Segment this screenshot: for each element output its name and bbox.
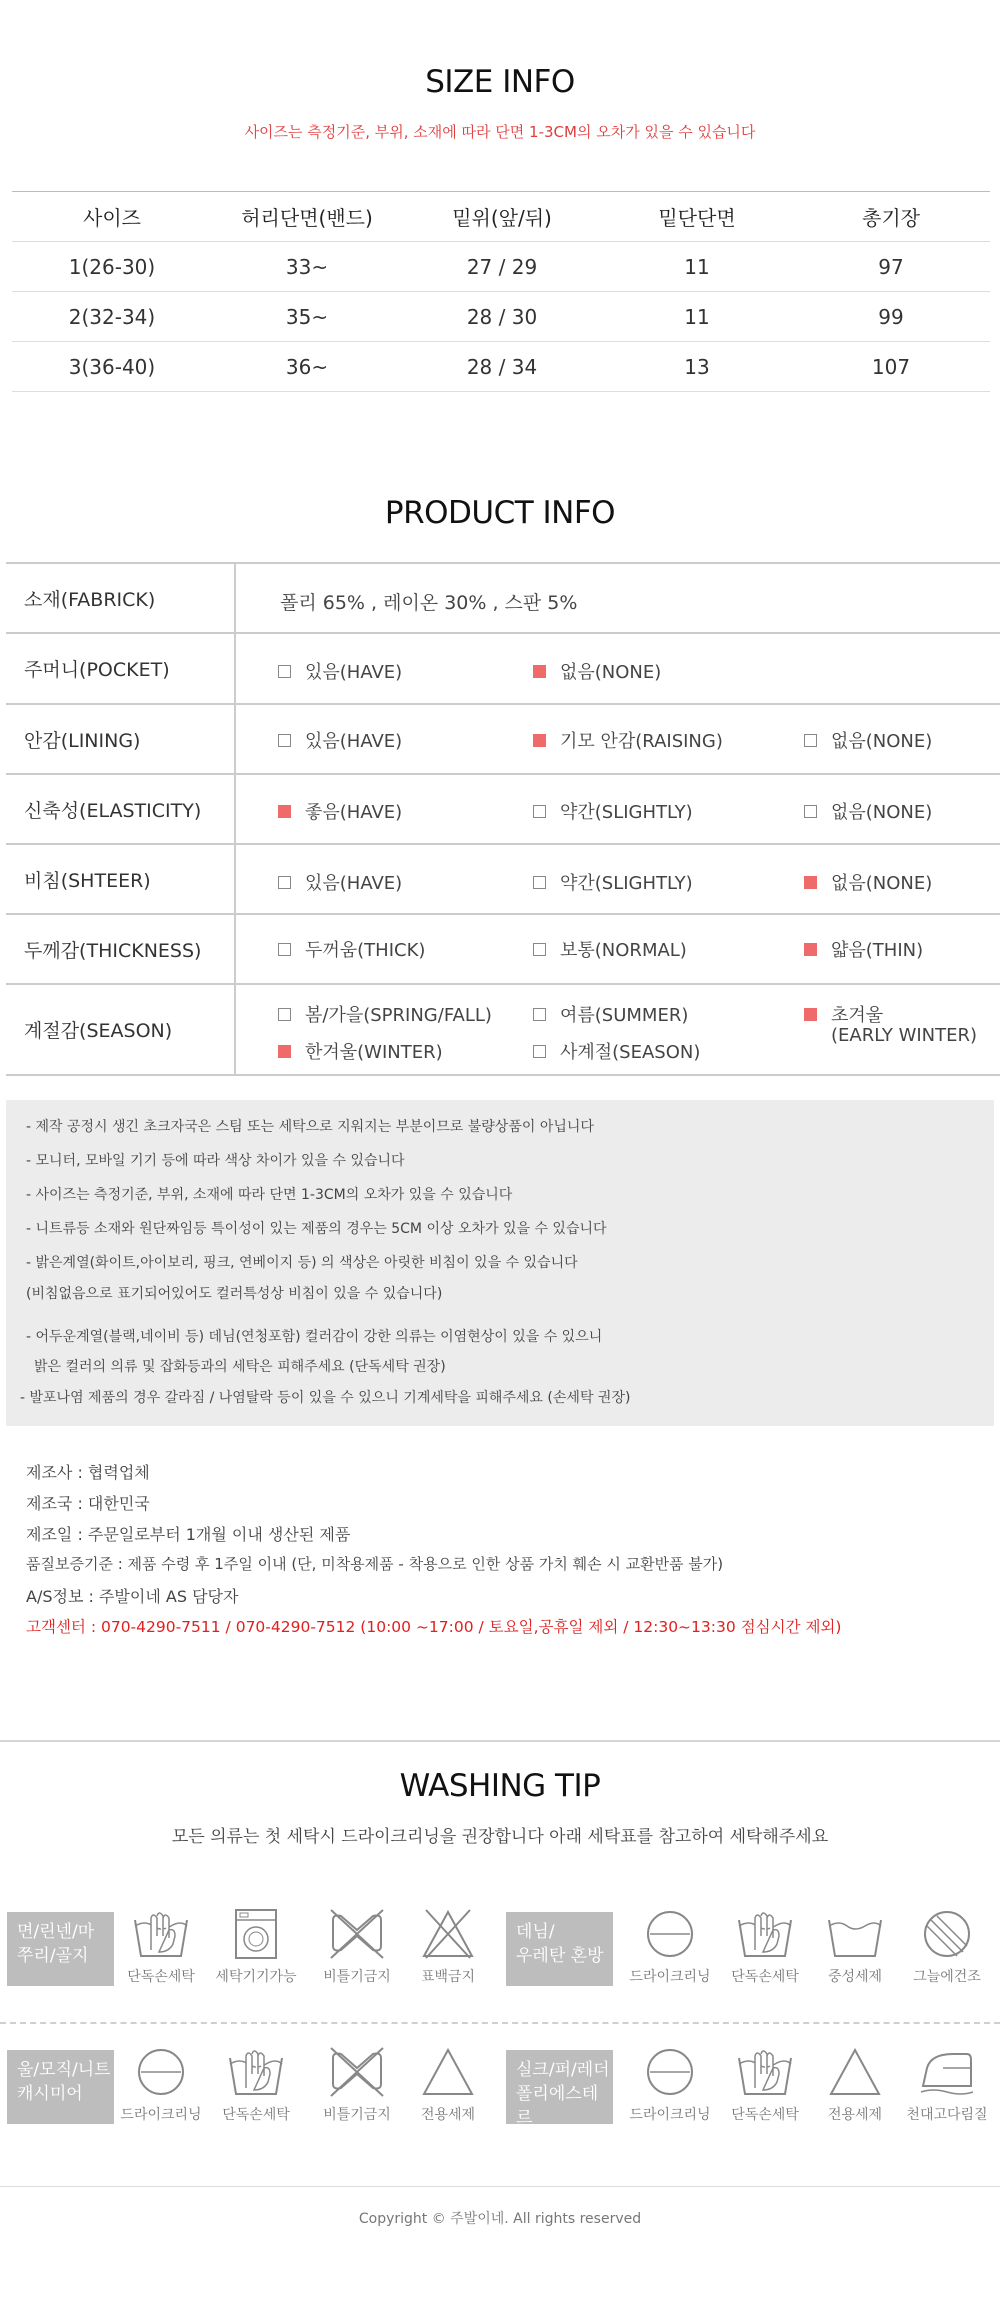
table-row <box>12 342 990 392</box>
copyright-text: Copyright © 주발이네. All rights reserved <box>358 2211 642 2227</box>
wash-label: 단독손세탁 <box>731 2107 799 2123</box>
category-line: 면/린넨/마 <box>17 1922 95 1942</box>
product-info-title: PRODUCT INFO <box>384 495 616 531</box>
notice-line: - 니트류등 소재와 원단짜임등 특이성이 있는 제품의 경우는 5CM 이상 오차가 있을 수 있습니다 <box>26 1221 607 1237</box>
wash-label: 드라이크리닝 <box>629 2107 711 2123</box>
wash-category-silk <box>506 2050 613 2128</box>
wash-category-denim <box>506 1912 613 1986</box>
checkbox-icon <box>533 876 546 889</box>
notice-box <box>6 1100 994 1426</box>
thickness-option-normal <box>533 936 687 962</box>
option-label: 한겨울(WINTER) <box>305 1042 443 1063</box>
size-cell: 13 <box>684 354 710 379</box>
customer-center-line: 고객센터 : 070-4290-7511 / 070-4290-7512 (10:00 ~17:00 / 토요일,공휴일 제외 / 12:30~13:30 점심시간 제외) <box>26 1618 842 1636</box>
option-label: 좋음(HAVE) <box>305 802 403 823</box>
wash-label: 그늘에건조 <box>913 1969 981 1985</box>
pocket-option-have <box>278 658 402 684</box>
fabric-row <box>6 564 1000 634</box>
season-option-summer <box>533 1001 688 1027</box>
maker-line: 품질보증기준 : 제품 수령 후 1주일 이내 (단, 미착용제품 - 착용으로 인한 상품 가치 훼손 시 교환반품 불가) <box>26 1555 724 1573</box>
option-label: 사계절(SEASON) <box>560 1042 701 1063</box>
section-divider <box>0 1740 1000 1742</box>
elasticity-option-slightly <box>533 798 693 824</box>
sheer-row <box>6 845 1000 915</box>
checkbox-icon <box>533 943 546 956</box>
option-label: 있음(HAVE) <box>305 731 403 752</box>
sheer-option-none <box>804 869 932 895</box>
sheer-option-have <box>278 869 402 895</box>
size-cell: 11 <box>684 254 710 279</box>
wash-label: 단독손세탁 <box>222 2107 290 2123</box>
option-label: 약간(SLIGHTLY) <box>560 873 693 894</box>
notice-line: - 사이즈는 측정기준, 부위, 소재에 따라 단면 1-3CM의 오차가 있을 수 있습니다 <box>26 1187 513 1203</box>
size-cell: 28 / 30 <box>466 304 538 329</box>
elasticity-label: 신축성(ELASTICITY) <box>6 775 236 843</box>
option-label: 있음(HAVE) <box>305 873 403 894</box>
elasticity-row <box>6 775 1000 845</box>
size-cell: 11 <box>684 304 710 329</box>
wash-label: 비틀기금지 <box>323 1969 391 1985</box>
pocket-row <box>6 634 1000 705</box>
checkbox-checked-icon <box>533 665 546 678</box>
season-option-winter <box>278 1038 443 1064</box>
size-cell: 3(36-40) <box>68 354 156 379</box>
size-cell: 107 <box>871 354 911 379</box>
option-label: 초겨울 <box>831 1005 884 1026</box>
checkbox-icon <box>278 1008 291 1021</box>
wash-label: 드라이크리닝 <box>629 1969 711 1985</box>
checkbox-icon <box>278 876 291 889</box>
maker-line: 제조일 : 주문일로부터 1개월 이내 생산된 제품 <box>26 1525 351 1544</box>
category-line: 캐시미어 <box>17 2084 83 2104</box>
size-cell: 2(32-34) <box>68 304 156 329</box>
size-header-cell: 밑위(앞/뒤) <box>452 206 552 230</box>
wash-label: 비틀기금지 <box>323 2107 391 2123</box>
size-cell: 27 / 29 <box>466 254 538 279</box>
lining-row <box>6 705 1000 775</box>
dry-clean-icon <box>131 2044 191 2100</box>
lining-option-have <box>278 727 402 753</box>
no-wring-icon <box>327 2044 387 2100</box>
checkbox-checked-icon <box>804 876 817 889</box>
table-row <box>12 242 990 292</box>
product-info-table <box>6 562 1000 1076</box>
notice-line: - 밝은계열(화이트,아이보리, 핑크, 연베이지 등) 의 색상은 아릿한 비침이 있을 수 있습니다 <box>26 1255 578 1271</box>
shade-dry-icon <box>917 1906 977 1962</box>
notice-line: - 어두운계열(블랙,네이비 등) 데님(연청포함) 컬러감이 강한 의류는 이염현상이 있을 수 있으니 <box>26 1329 603 1345</box>
notice-line: (비침없음으로 표기되어있어도 컬러특성상 비침이 있을 수 있습니다) <box>26 1286 443 1302</box>
wash-label: 세탁기기가능 <box>215 1969 297 1985</box>
checkbox-checked-icon <box>804 1008 817 1021</box>
hand-wash-icon <box>735 2044 795 2100</box>
notice-line: 밝은 컬러의 의류 및 잡화등과의 세탁은 피해주세요 (단독세탁 권장) <box>34 1359 446 1375</box>
thickness-row <box>6 915 1000 985</box>
elasticity-option-none <box>804 798 932 824</box>
thickness-option-thin <box>804 936 923 962</box>
checkbox-icon <box>533 1045 546 1058</box>
thickness-label: 두께감(THICKNESS) <box>6 915 236 983</box>
category-line: 우레탄 혼방 <box>516 1946 604 1966</box>
checkbox-checked-icon <box>533 734 546 747</box>
washing-tip-subtitle: 모든 의류는 첫 세탁시 드라이크리닝을 권장합니다 아래 세탁표를 참고하여 세탁해주세요 <box>171 1827 829 1847</box>
checkbox-icon <box>804 734 817 747</box>
season-option-early-winter-en: (EARLY WINTER) <box>831 1025 978 1046</box>
size-info-title: SIZE INFO <box>425 64 575 100</box>
iron-cloth-icon <box>917 2044 977 2100</box>
notice-line: - 발포나염 제품의 경우 갈라짐 / 나염탈락 등이 있을 수 있으니 기계세탁을 피해주세요 (손세탁 권장) <box>20 1390 631 1406</box>
fabric-label: 소재(FABRICK) <box>6 564 236 632</box>
hand-wash-icon <box>735 1906 795 1962</box>
mild-detergent-icon <box>418 2044 478 2100</box>
option-label: 여름(SUMMER) <box>560 1005 689 1026</box>
wash-label: 전용세제 <box>827 2107 883 2123</box>
washing-machine-icon <box>226 1906 286 1962</box>
size-header-cell: 총기장 <box>862 206 920 230</box>
table-row <box>12 292 990 342</box>
wash-label: 표백금지 <box>420 1969 476 1985</box>
size-table-header <box>12 192 990 242</box>
mild-detergent-icon <box>825 2044 885 2100</box>
size-cell: 35~ <box>285 304 329 329</box>
footer-divider <box>0 2186 1000 2187</box>
wash-label: 드라이크리닝 <box>120 2107 202 2123</box>
checkbox-icon <box>533 1008 546 1021</box>
wash-category-cotton <box>7 1912 114 1986</box>
season-option-spring-fall <box>278 1001 492 1027</box>
season-label: 계절감(SEASON) <box>6 985 236 1074</box>
option-label: 없음(NONE) <box>831 873 933 894</box>
category-line: 쭈리/골지 <box>17 1946 89 1966</box>
wash-category-wool <box>7 2050 114 2124</box>
size-header-cell: 사이즈 <box>83 206 141 230</box>
category-line: 데님/ <box>516 1922 555 1942</box>
lining-option-none <box>804 727 932 753</box>
sheer-option-slightly <box>533 869 693 895</box>
no-wring-icon <box>327 1906 387 1962</box>
option-label: 없음(NONE) <box>831 731 933 752</box>
option-label: 있음(HAVE) <box>305 662 403 683</box>
size-cell: 28 / 34 <box>466 354 538 379</box>
wash-label: 단독손세탁 <box>127 1969 195 1985</box>
category-line: 폴리에스테르 <box>516 2084 599 2128</box>
notice-line: - 모니터, 모바일 기기 등에 따라 색상 차이가 있을 수 있습니다 <box>26 1153 405 1169</box>
category-line: 울/모직/니트 <box>17 2060 111 2080</box>
size-cell: 36~ <box>285 354 329 379</box>
wash-label: 단독손세탁 <box>731 1969 799 1985</box>
maker-line: 제조사 : 협력업체 <box>26 1463 150 1482</box>
wash-label: 중성세제 <box>827 1969 883 1985</box>
no-bleach-icon <box>418 1906 478 1962</box>
hand-wash-icon <box>131 1906 191 1962</box>
thickness-option-thick <box>278 936 425 962</box>
lining-option-raising <box>533 727 723 753</box>
checkbox-checked-icon <box>804 943 817 956</box>
season-option-early-winter <box>804 1001 883 1027</box>
maker-line: A/S정보 : 주발이네 AS 담당자 <box>26 1587 239 1606</box>
checkbox-icon <box>804 805 817 818</box>
checkbox-icon <box>278 734 291 747</box>
wash-label: 천대고다림질 <box>906 2107 988 2123</box>
size-table <box>12 191 990 392</box>
elasticity-option-have <box>278 798 402 824</box>
option-label: 봄/가을(SPRING/FALL) <box>305 1005 492 1026</box>
wash-label: 전용세제 <box>420 2107 476 2123</box>
checkbox-icon <box>533 805 546 818</box>
size-cell: 99 <box>878 304 904 329</box>
option-label: 보통(NORMAL) <box>560 940 687 961</box>
pocket-option-none <box>533 658 661 684</box>
checkbox-checked-icon <box>278 805 291 818</box>
option-label: 기모 안감(RAISING) <box>560 731 723 752</box>
size-header-cell: 허리단면(밴드) <box>241 206 373 230</box>
fabric-value: 폴리 65% , 레이온 30% , 스판 5% <box>280 592 578 614</box>
checkbox-icon <box>278 665 291 678</box>
size-header-cell: 밑단단면 <box>658 206 736 230</box>
size-info-note: 사이즈는 측정기준, 부위, 소재에 따라 단면 1-3CM의 오차가 있을 수 있습니다 <box>244 123 756 141</box>
sheer-label: 비침(SHTEER) <box>6 845 236 913</box>
dry-clean-icon <box>640 1906 700 1962</box>
size-cell: 33~ <box>285 254 329 279</box>
category-line: 실크/퍼/레더 <box>516 2060 610 2080</box>
size-cell: 97 <box>878 254 904 279</box>
option-label: 없음(NONE) <box>831 802 933 823</box>
notice-line: - 제작 공정시 생긴 초크자국은 스팀 또는 세탁으로 지워지는 부분이므로 불량상품이 아닙니다 <box>26 1119 594 1135</box>
option-label: 두꺼움(THICK) <box>305 940 426 961</box>
checkbox-icon <box>278 943 291 956</box>
lining-label: 안감(LINING) <box>6 705 236 773</box>
maker-line: 제조국 : 대한민국 <box>26 1494 150 1513</box>
option-label: 약간(SLIGHTLY) <box>560 802 693 823</box>
option-label: 없음(NONE) <box>560 662 662 683</box>
hand-wash-icon <box>226 2044 286 2100</box>
season-row <box>6 985 1000 1076</box>
dry-clean-icon <box>640 2044 700 2100</box>
season-option-all <box>533 1038 700 1064</box>
size-cell: 1(26-30) <box>68 254 156 279</box>
neutral-detergent-icon <box>825 1906 885 1962</box>
checkbox-checked-icon <box>278 1045 291 1058</box>
dashed-divider <box>0 2022 1000 2024</box>
washing-tip-title: WASHING TIP <box>399 1768 601 1804</box>
pocket-label: 주머니(POCKET) <box>6 634 236 703</box>
option-label: 얇음(THIN) <box>831 940 924 961</box>
